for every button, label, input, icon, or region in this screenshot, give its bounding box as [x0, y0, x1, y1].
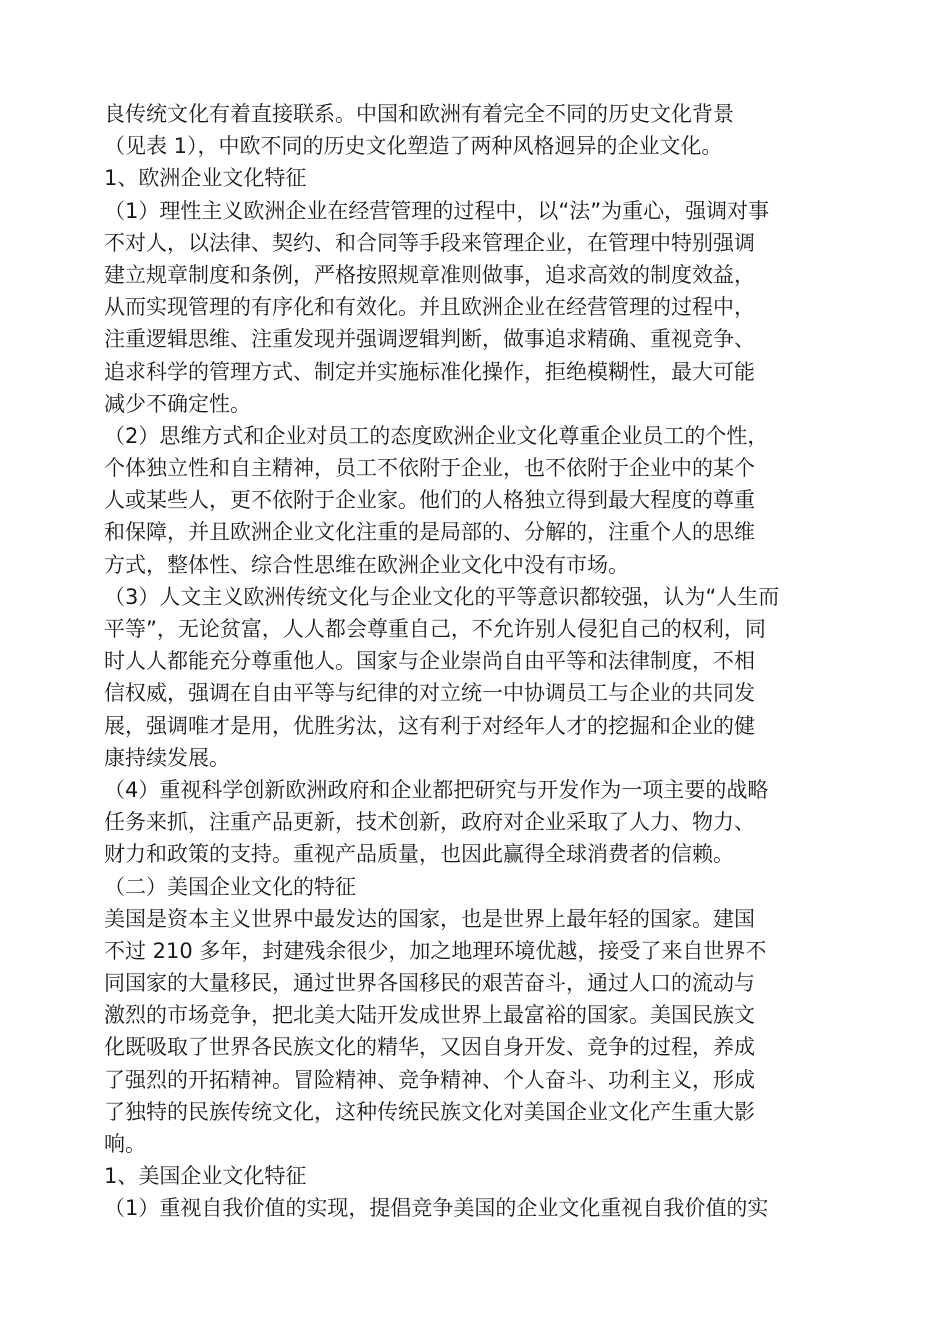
- text-line: 从而实现管理的有序化和有效化。并且欧洲企业在经营管理的过程中，: [104, 295, 755, 320]
- text-line: 平等”，无论贫富，人人都会尊重自己，不允许别人侵犯自己的权利，同: [104, 617, 766, 641]
- text-line: （4）重视科学创新欧洲政府和企业都把研究与开发作为一项主要的战略: [104, 777, 769, 802]
- text-line: 响。: [104, 1132, 146, 1156]
- text-line: （3）人文主义欧洲传统文化与企业文化的平等意识都较强，认为“人生而: [104, 584, 780, 609]
- text-line: 信权威，强调在自由平等与纪律的对立统一中协调员工与企业的共同发: [104, 681, 755, 706]
- text-line: （1）理性主义欧洲企业在经营管理的过程中，以“法”为重心，强调对事: [104, 198, 770, 223]
- text-line: 注重逻辑思维、注重发现并强调逻辑判断，做事追求精确、重视竞争、: [104, 327, 755, 352]
- text-line: 减少不确定性。: [104, 391, 251, 416]
- text-line: 建立规章制度和条例，严格按照规章准则做事，追求高效的制度效益，: [104, 262, 755, 287]
- text-line: 任务来抓，注重产品更新，技术创新，政府对企业采取了人力、物力、: [104, 810, 755, 835]
- text-line: 时人人都能充分尊重他人。国家与企业崇尚自由平等和法律制度，不相: [104, 649, 755, 674]
- text-line: 方式，整体性、综合性思维在欧洲企业文化中没有市场。: [104, 552, 629, 577]
- text-line: 美国是资本主义世界中最发达的国家，也是世界上最年轻的国家。建国: [104, 906, 755, 931]
- text-line: 化既吸取了世界各民族文化的精华，又因自身开发、竞争的过程，养成: [104, 1035, 755, 1060]
- text-line: 和保障，并且欧洲企业文化注重的是局部的、分解的，注重个人的思维: [104, 520, 755, 545]
- text-line: 同国家的大量移民，通过世界各国移民的艰苦奋斗，通过人口的流动与: [104, 971, 755, 996]
- section-heading: 1、欧洲企业文化特征: [104, 166, 307, 191]
- text-line: （2）思维方式和企业对员工的态度欧洲企业文化尊重企业员工的个性，: [104, 423, 769, 448]
- text-line: 追求科学的管理方式、制定并实施标准化操作，拒绝模糊性，最大可能: [104, 359, 755, 384]
- text-line: 了强烈的开拓精神。冒险精神、竞争精神、个人奋斗、功利主义，形成: [104, 1067, 755, 1092]
- text-line: 个体独立性和自主精神，员工不依附于企业，也不依附于企业中的某个: [104, 456, 755, 481]
- text-line: 激烈的市场竞争，把北美大陆开发成世界上最富裕的国家。美国民族文: [104, 1003, 755, 1028]
- body-text: [104, 98, 844, 1225]
- section-heading: 1、美国企业文化特征: [104, 1164, 307, 1189]
- section-heading: （二）美国企业文化的特征: [104, 874, 356, 899]
- text-line: 康持续发展。: [104, 745, 230, 770]
- text-line: （1）重视自我价值的实现，提倡竞争美国的企业文化重视自我价值的实: [104, 1196, 769, 1221]
- text-line: 了独特的民族传统文化，这种传统民族文化对美国企业文化产生重大影: [104, 1099, 755, 1124]
- text-line: 展，强调唯才是用，优胜劣汰，这有利于对经年人才的挖掘和企业的健: [104, 713, 755, 738]
- text-line: 不过 210 多年，封建残余很少，加之地理环境优越，接受了来自世界不: [104, 938, 767, 963]
- text-line: 良传统文化有着直接联系。中国和欧洲有着完全不同的历史文化背景: [104, 102, 734, 126]
- text-line: 不对人，以法律、契约、和合同等手段来管理企业，在管理中特别强调: [104, 230, 755, 255]
- text-line: （见表 1），中欧不同的历史文化塑造了两种风格迥异的企业文化。: [104, 134, 723, 159]
- text-line: 人或某些人，更不依附于企业家。他们的人格独立得到最大程度的尊重: [104, 488, 755, 513]
- text-line: 财力和政策的支持。重视产品质量，也因此赢得全球消费者的信赖。: [104, 842, 734, 867]
